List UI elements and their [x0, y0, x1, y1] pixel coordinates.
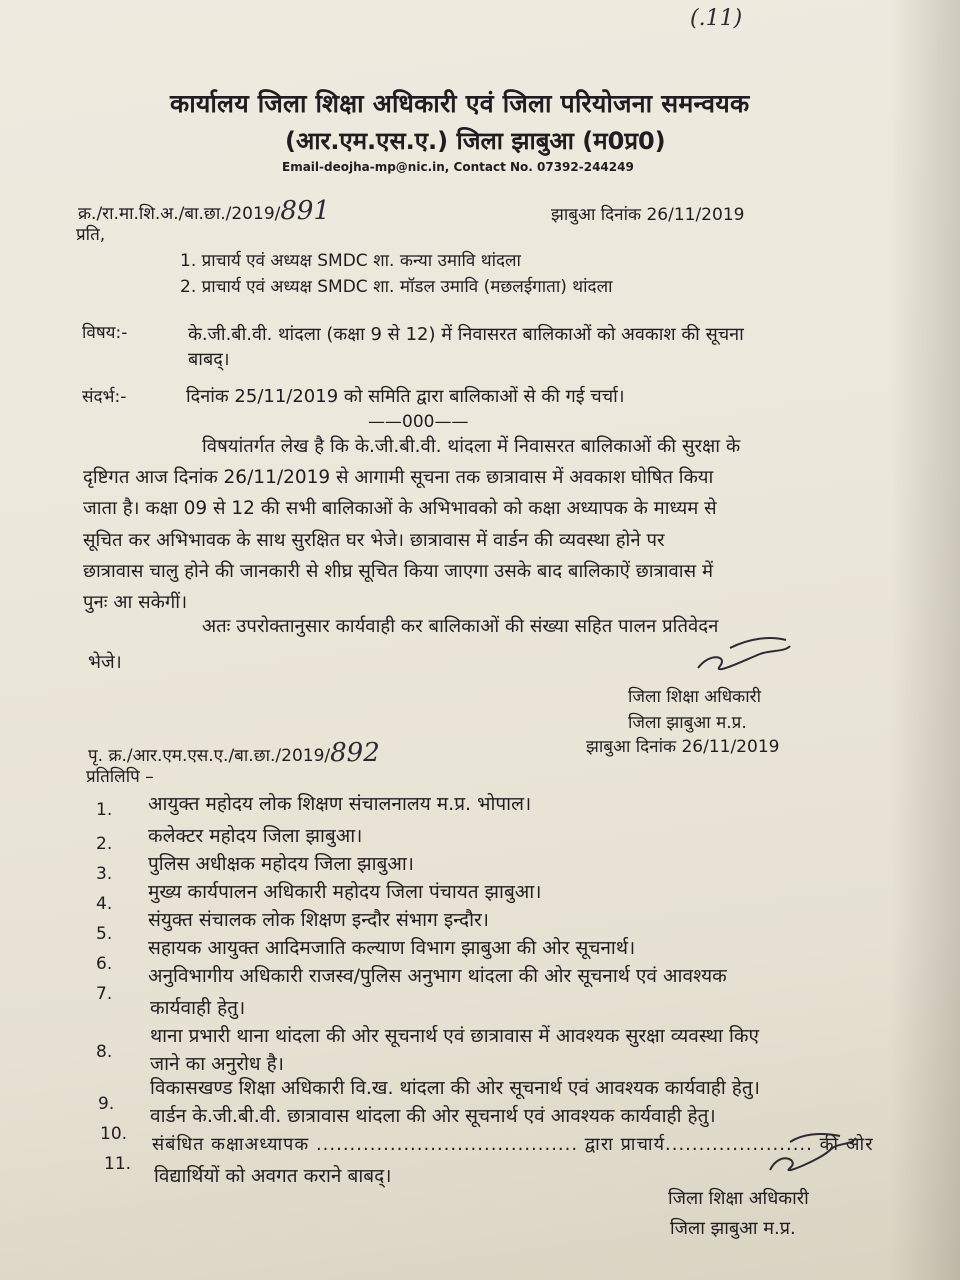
- copy-item-text: कार्यवाही हेतु।: [150, 997, 246, 1019]
- subject-line-2: बाबद्।: [188, 349, 230, 370]
- copy-item-number: 10.: [100, 1124, 128, 1144]
- copy-item-number: 2.: [96, 834, 113, 854]
- copy-item-number: 4.: [96, 894, 113, 914]
- copy-item-number: 7.: [96, 984, 113, 1004]
- office-title: कार्यालय जिला शिक्षा अधिकारी एवं जिला परियोजना समन्वयक: [170, 89, 750, 118]
- signature-scribble-1: [690, 630, 810, 680]
- copy-item-text: अनुविभागीय अधिकारी राजस्व/पुलिस अनुभाग थांदला की ओर सूचनार्थ एवं आवश्यक: [148, 965, 727, 987]
- copy-label: प्रतिलिपि –: [86, 767, 154, 787]
- to-label: प्रति,: [76, 225, 106, 245]
- copy-item-text: मुख्य कार्यपालन अधिकारी महोदय जिला पंचायत झाबुआ।: [148, 881, 542, 903]
- copy-item-text: थाना प्रभारी थाना थांदला की ओर सूचनार्थ एवं छात्रावास में आवश्यक सुरक्षा व्यवस्था किए: [150, 1025, 759, 1047]
- subject-label: विषय:-: [82, 323, 128, 343]
- signature-title-1: जिला शिक्षा अधिकारी: [628, 687, 761, 707]
- copy-item-text: सहायक आयुक्त आदिमजाति कल्याण विभाग झाबुआ की ओर सूचनार्थ।: [148, 937, 636, 959]
- copy-item-number: 11.: [104, 1154, 132, 1174]
- copy-item-text: संयुक्त संचालक लोक शिक्षण इन्दौर संभाग इन्दौर।: [148, 909, 489, 931]
- copy-item-number: 3.: [96, 864, 113, 884]
- copy-item-text: कलेक्टर महोदय जिला झाबुआ।: [148, 825, 363, 847]
- letter-date: झाबुआ दिनांक 26/11/2019: [551, 205, 745, 225]
- ref-number: 891: [280, 196, 331, 226]
- body-line-4: सूचित कर अभिभावक के साथ सुरक्षित घर भेजे। छात्रावास में वार्डन की व्यवस्था होने पर: [83, 530, 665, 551]
- copy-date: झाबुआ दिनांक 26/11/2019: [586, 737, 780, 757]
- copy-item-text: पुलिस अधीक्षक महोदय जिला झाबुआ।: [148, 853, 414, 875]
- copy-item-text: विद्यार्थियों को अवगत कराने बाबद्।: [154, 1165, 392, 1187]
- reference-text: दिनांक 25/11/2019 को समिति द्वारा बालिकाओं से की गई चर्चा।: [186, 386, 625, 407]
- copy-ref-number: 892: [330, 738, 380, 768]
- body-line-8: भेजे।: [88, 652, 122, 673]
- copy-item-number: 9.: [98, 1094, 115, 1114]
- body-line-1: विषयांतर्गत लेख है कि के.जी.बी.वी. थांदला में निवासरत बालिकाओं की सुरक्षा के: [202, 436, 741, 457]
- subject-line-1: के.जी.बी.वी. थांदला (कक्षा 9 से 12) में निवासरत बालिकाओं को अवकाश की सूचना: [188, 324, 744, 345]
- recipient-1: 1. प्राचार्य एवं अध्यक्ष SMDC शा. कन्या उमावि थांदला: [180, 251, 521, 271]
- letter-reference: [78, 196, 330, 226]
- signature-title-2: जिला शिक्षा अधिकारी: [668, 1188, 809, 1209]
- reference-label: संदर्भ:-: [82, 387, 127, 407]
- body-line-6: पुनः आ सकेगीं।: [83, 592, 188, 613]
- copy-item-number: 8.: [96, 1042, 113, 1062]
- copy-item-text: जाने का अनुरोध है।: [150, 1053, 284, 1075]
- ref-prefix: क्र./रा.मा.शि.अ./बा.छा./2019/: [78, 204, 281, 224]
- recipient-2: 2. प्राचार्य एवं अध्यक्ष SMDC शा. मॉडल उमावि (मछलईगाता) थांदला: [180, 277, 613, 297]
- copy-item-number: 6.: [96, 954, 113, 974]
- body-line-5: छात्रावास चालु होने की जानकारी से शीघ्र सूचित किया जाएगा उसके बाद बालिकाऐं छात्रावास में: [83, 561, 714, 582]
- paper-edge-shadow: [890, 0, 960, 1280]
- office-subtitle: (आर.एम.एस.ए.) जिला झाबुआ (म0प्र0): [285, 127, 666, 155]
- body-line-2: दृष्टिगत आज दिनांक 26/11/2019 से आगामी सूचना तक छात्रावास में अवकाश घोषित किया: [83, 467, 714, 488]
- copy-ref-prefix: पृ. क्र./आर.एम.एस.ए./बा.छा./2019/: [88, 746, 331, 766]
- copy-item-number: 1.: [96, 800, 113, 820]
- signature-district-2: जिला झाबुआ म.प्र.: [670, 1218, 796, 1239]
- copy-item-number: 5.: [96, 924, 113, 944]
- copy-item-text: वार्डन के.जी.बी.वी. छात्रावास थांदला की ओर सूचनार्थ एवं आवश्यक कार्यवाही हेतु।: [150, 1105, 716, 1127]
- copy-item-text: विकासखण्ड शिक्षा अधिकारी वि.ख. थांदला की ओर सूचनार्थ एवं आवश्यक कार्यवाही हेतु।: [150, 1077, 760, 1099]
- corner-mark: (.11): [690, 6, 743, 31]
- copy-item-text: संबंधित कक्षाअध्यापक ....................................... द्वारा प्राचार्य...................... की ओर: [152, 1134, 874, 1155]
- copy-item-text: आयुक्त महोदय लोक शिक्षण संचालनालय म.प्र. भोपाल।: [148, 793, 532, 815]
- contact-line: Email-deojha-mp@nic.in, Contact No. 07392-244249: [282, 160, 634, 174]
- signature-district-1: जिला झाबुआ म.प्र.: [628, 713, 747, 733]
- signature-scribble-2: [760, 1120, 870, 1180]
- separator: ——000——: [368, 412, 469, 432]
- body-line-7: अतः उपरोक्तानुसार कार्यवाही कर बालिकाओं की संख्या सहित पालन प्रतिवेदन: [202, 616, 719, 637]
- body-line-3: जाता है। कक्षा 09 से 12 की सभी बालिकाओं के अभिभावको को कक्षा अध्यापक के माध्यम से: [83, 498, 717, 519]
